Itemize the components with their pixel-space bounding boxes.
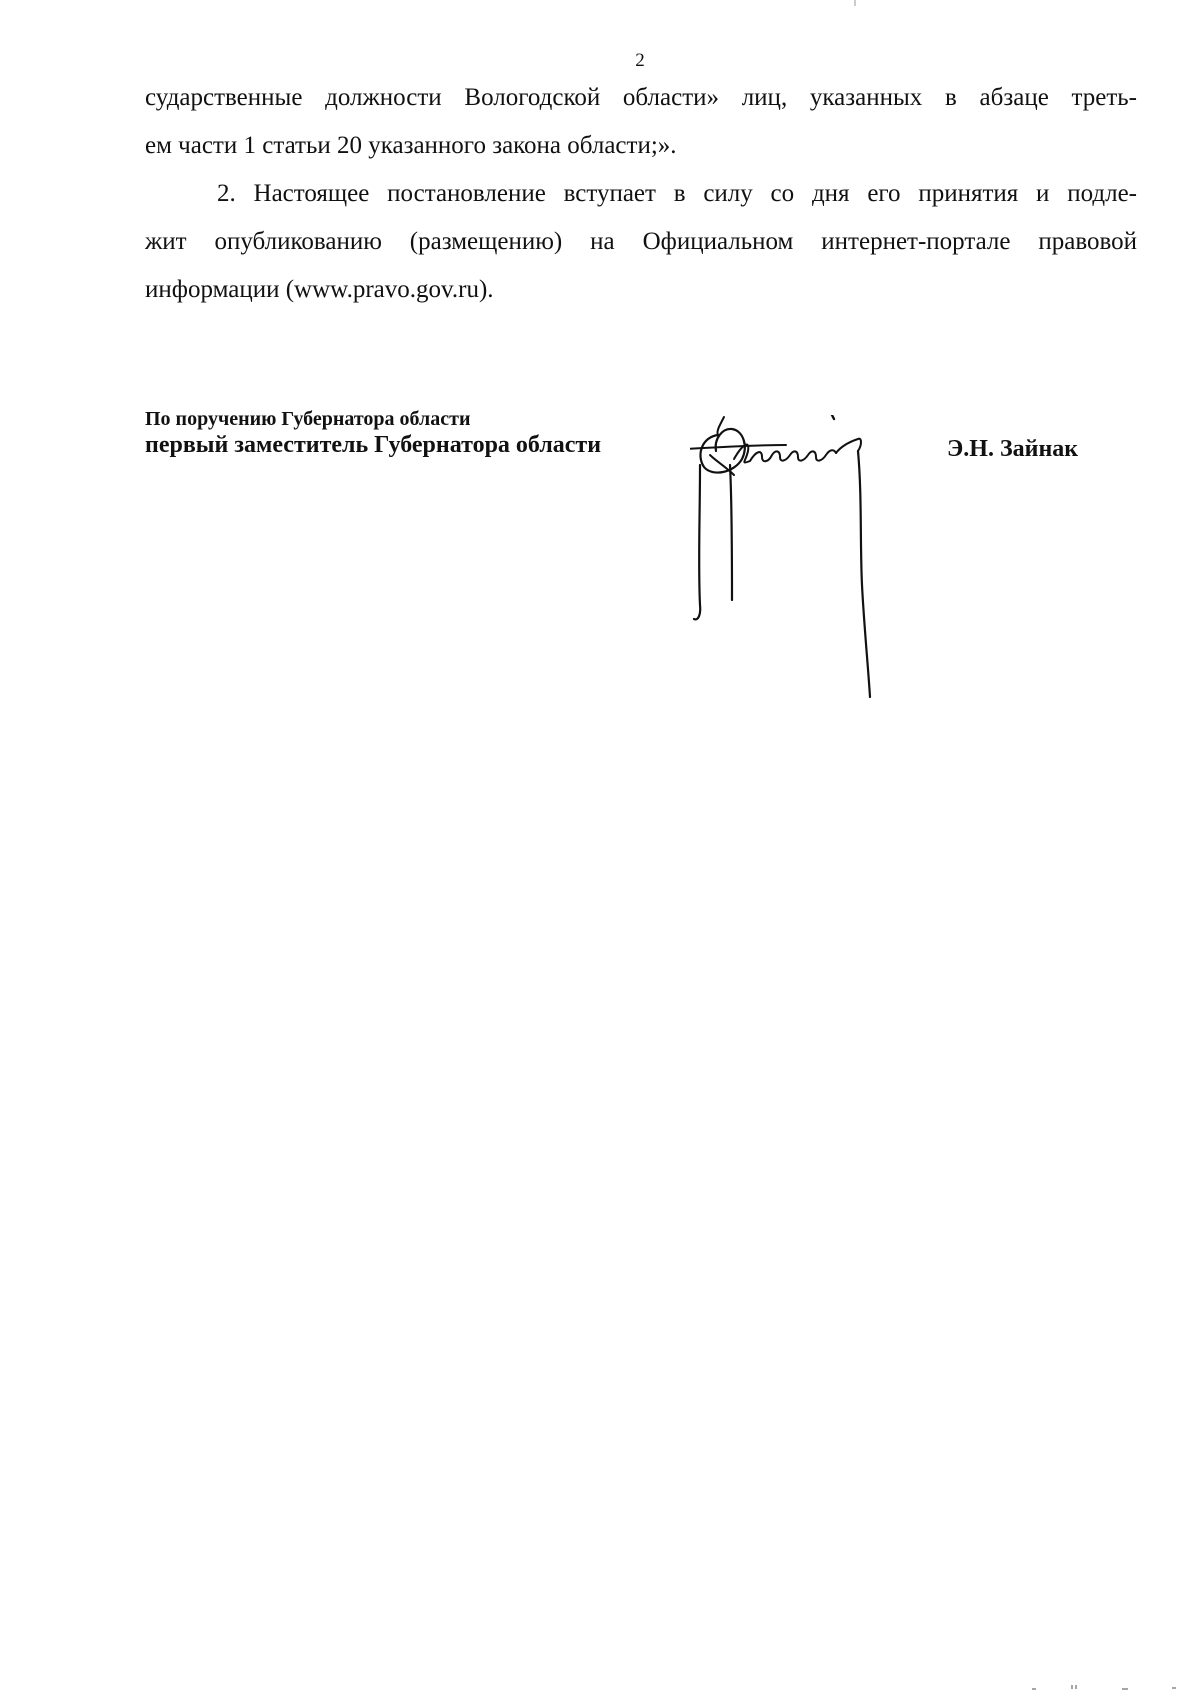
signatory-name: Э.Н. Зайнак	[947, 436, 1079, 462]
page-number: 2	[635, 50, 645, 71]
handwritten-signature	[690, 415, 930, 705]
scan-artifact	[854, 0, 856, 6]
paragraph-continuation	[145, 74, 1137, 170]
text-line: ем части 1 статьи 20 указанного закона области;».	[145, 132, 677, 159]
signatory-position	[145, 406, 601, 460]
signatory-authority-line: По поручению Губернатора области	[145, 408, 471, 430]
text-line: 2. Настоящее постановление вступает в силу со дня его принятия и подле-	[217, 180, 1137, 207]
paragraph-item-2	[145, 170, 1137, 314]
text-line: сударственные должности Вологодской области» лиц, указанных в абзаце треть-	[145, 84, 1137, 111]
signatory-title-line: первый заместитель Губернатора области	[145, 432, 602, 458]
scan-artifact	[1012, 1683, 1182, 1691]
document-body	[145, 74, 1137, 314]
text-line: жит опубликованию (размещению) на Официальном интернет-портале правовой	[145, 228, 1137, 255]
text-line: информации (www.pravo.gov.ru).	[145, 276, 494, 303]
